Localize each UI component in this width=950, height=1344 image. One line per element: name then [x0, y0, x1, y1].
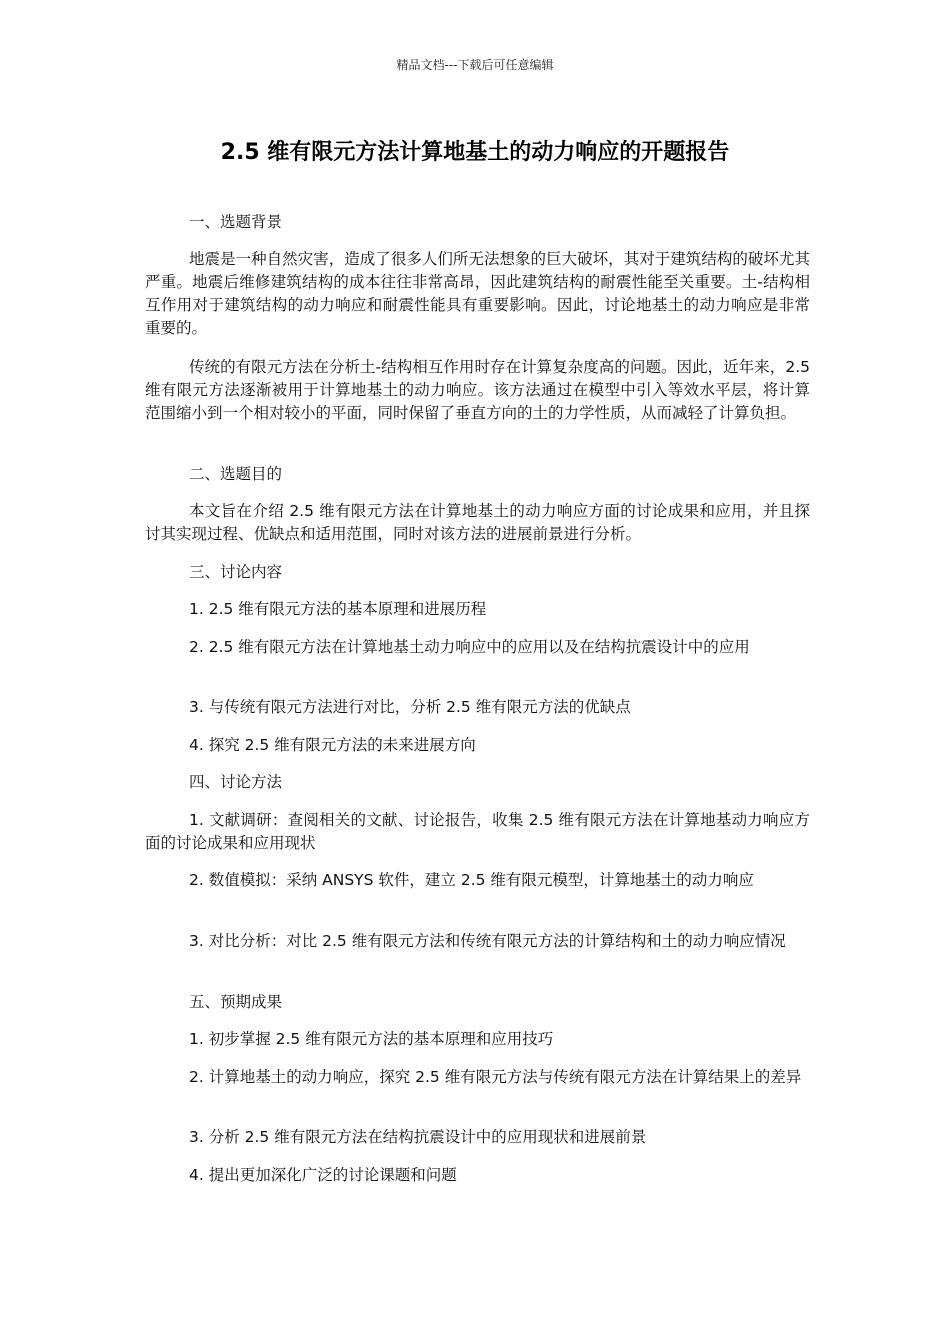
- result-item-4: 4. 提出更加深化广泛的讨论课题和问题: [189, 1166, 457, 1184]
- content-item-3: 3. 与传统有限元方法进行对比，分析 2.5 维有限元方法的优缺点: [189, 698, 631, 716]
- result-item-3: 3. 分析 2.5 维有限元方法在结构抗震设计中的应用现状和进展前景: [189, 1128, 647, 1146]
- method-item-1: 1. 文献调研：查阅相关的文献、讨论报告，收集 2.5 维有限元方法在计算地基动力响应方面的讨论成果和应用现状: [145, 811, 810, 852]
- section-heading-purpose: 二、选题目的: [189, 465, 283, 483]
- section-heading-results: 五、预期成果: [189, 993, 283, 1011]
- content-item-1: 1. 2.5 维有限元方法的基本原理和进展历程: [189, 600, 487, 618]
- method-item-3: 3. 对比分析：对比 2.5 维有限元方法和传统有限元方法的计算结构和土的动力响应情况: [189, 932, 786, 950]
- paragraph-purpose: 本文旨在介绍 2.5 维有限元方法在计算地基土的动力响应方面的讨论成果和应用，并且探讨其实现过程、优缺点和适用范围，同时对该方法的进展前景进行分析。: [145, 502, 810, 543]
- section-heading-method: 四、讨论方法: [189, 773, 283, 791]
- result-item-2: 2. 计算地基土的动力响应，探究 2.5 维有限元方法与传统有限元方法在计算结果上的差异: [189, 1068, 802, 1086]
- document-title: 2.5 维有限元方法计算地基土的动力响应的开题报告: [220, 140, 730, 165]
- paragraph-background-2: 传统的有限元方法在分析土-结构相互作用时存在计算复杂度高的问题。因此，近年来，2.5 维有限元方法逐渐被用于计算地基土的动力响应。该方法通过在模型中引入等效水平层，将计算范围缩小到一个相对较小的平面，同时保留了垂直方向的土的力学性质，从而减轻了计算负担。: [145, 358, 810, 422]
- content-item-2: 2. 2.5 维有限元方法在计算地基土动力响应中的应用以及在结构抗震设计中的应用: [189, 638, 750, 656]
- paragraph-background-1: 地震是一种自然灾害，造成了很多人们所无法想象的巨大破坏，其对于建筑结构的破坏尤其严重。地震后维修建筑结构的成本往往非常高昂，因此建筑结构的耐震性能至关重要。土-结构相互作用对于建筑结构的动力响应和耐震性能具有重要影响。因此，讨论地基土的动力响应是非常重要的。: [145, 250, 810, 337]
- header-note: 精品文档---下载后可任意编辑: [396, 58, 554, 72]
- section-heading-content: 三、讨论内容: [189, 563, 283, 581]
- content-item-4: 4. 探究 2.5 维有限元方法的未来进展方向: [189, 736, 476, 754]
- method-item-2: 2. 数值模拟：采纳 ANSYS 软件，建立 2.5 维有限元模型，计算地基土的动力响应: [189, 871, 754, 889]
- result-item-1: 1. 初步掌握 2.5 维有限元方法的基本原理和应用技巧: [189, 1030, 554, 1048]
- section-heading-background: 一、选题背景: [189, 213, 283, 231]
